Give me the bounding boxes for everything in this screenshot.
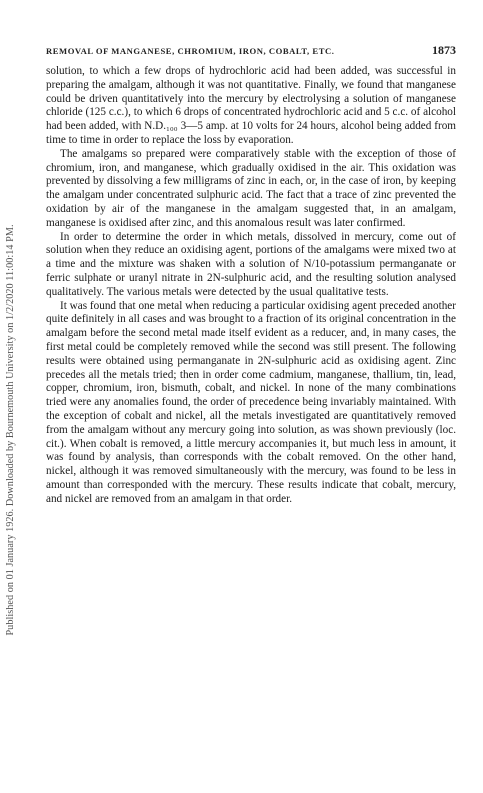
paragraph-3: In order to determine the order in which metals, dissolved in mercury, come out of solution when they reduce an oxidising agent, portions of the amalgams were mixed two at a time and the mixture was shaken with a solution of N/10-potassium permanganate or ferric sulphate or uranyl nitrate in 2N-sulphuric acid, and the resulting solution analysed qualitatively. The various metals were detected by the usual qualitative tests.: [46, 230, 456, 298]
paragraph-4: It was found that one metal when reducing a particular oxidising agent preceded another quite definitely in all cases and was brought to a fraction of its original concentration in the amalgam before the second metal made itself evident as a reducer, and, in many cases, the first metal could be completely removed while the second was still present. The following results were obtained using permanganate in 2N-sulphuric acid as oxidising agent. Zinc precedes all the metals tried; then in order come cadmium, manganese, thallium, tin, lead, copper, chromium, iron, bismuth, cobalt, and nickel. In none of the many combinations tried were any anomalies found, the order of precedence being invariably maintained. With the exception of cobalt and nickel, all the metals investigated are quantitatively removed from the amalgam without any mercury going into solution, as was shown previously (loc. cit.). When cobalt is removed, a little mercury accompanies it, but much less in amount, it was found by analysis, than corresponds with the cobalt removed. On the other hand, nickel, although it was removed simultaneously with the mercury, was found to be less in amount than corresponded with the mercury. These results indicate that cobalt, mercury, and nickel are removed from an amalgam in that order.: [46, 299, 456, 505]
download-watermark-text: Published on 01 January 1926. Downloaded by Bournemouth University on 1/2/2020 11:00:14 PM.: [5, 224, 16, 636]
download-watermark: [2, 70, 20, 790]
paragraph-1: solution, to which a few drops of hydrochloric acid had been added, was successful in preparing the amalgam, although it was not quantitative. Finally, we found that manganese could be driven quantitatively into the mercury by electrolysing a solution of manganese chloride (125 c.c.), to which 6 drops of concentrated hydrochloric acid and 5 c.c. of alcohol had been added, with N.D.₁₀₀ 3—5 amp. at 10 volts for 24 hours, alcohol being added from time to time in order to replace the loss by evaporation.: [46, 65, 456, 146]
page-number: 1873: [432, 43, 456, 57]
paragraph-2: The amalgams so prepared were comparatively stable with the exception of those of chromium, iron, and manganese, which gradually oxidised in the air. This oxidation was prevented by dissolving a few milligrams of zinc in each, or, in the case of iron, by keeping the amalgam under concentrated sulphuric acid. The fact that a trace of zinc prevented the oxidation by air of the manganese in the amalgam suggested that, in an amalgam, manganese is oxidised after zinc, and this anomalous result was later confirmed.: [46, 147, 456, 229]
page-header: [46, 43, 456, 59]
running-head: REMOVAL OF MANGANESE, CHROMIUM, IRON, COBALT, ETC.: [46, 46, 335, 56]
article-body: [46, 65, 456, 507]
